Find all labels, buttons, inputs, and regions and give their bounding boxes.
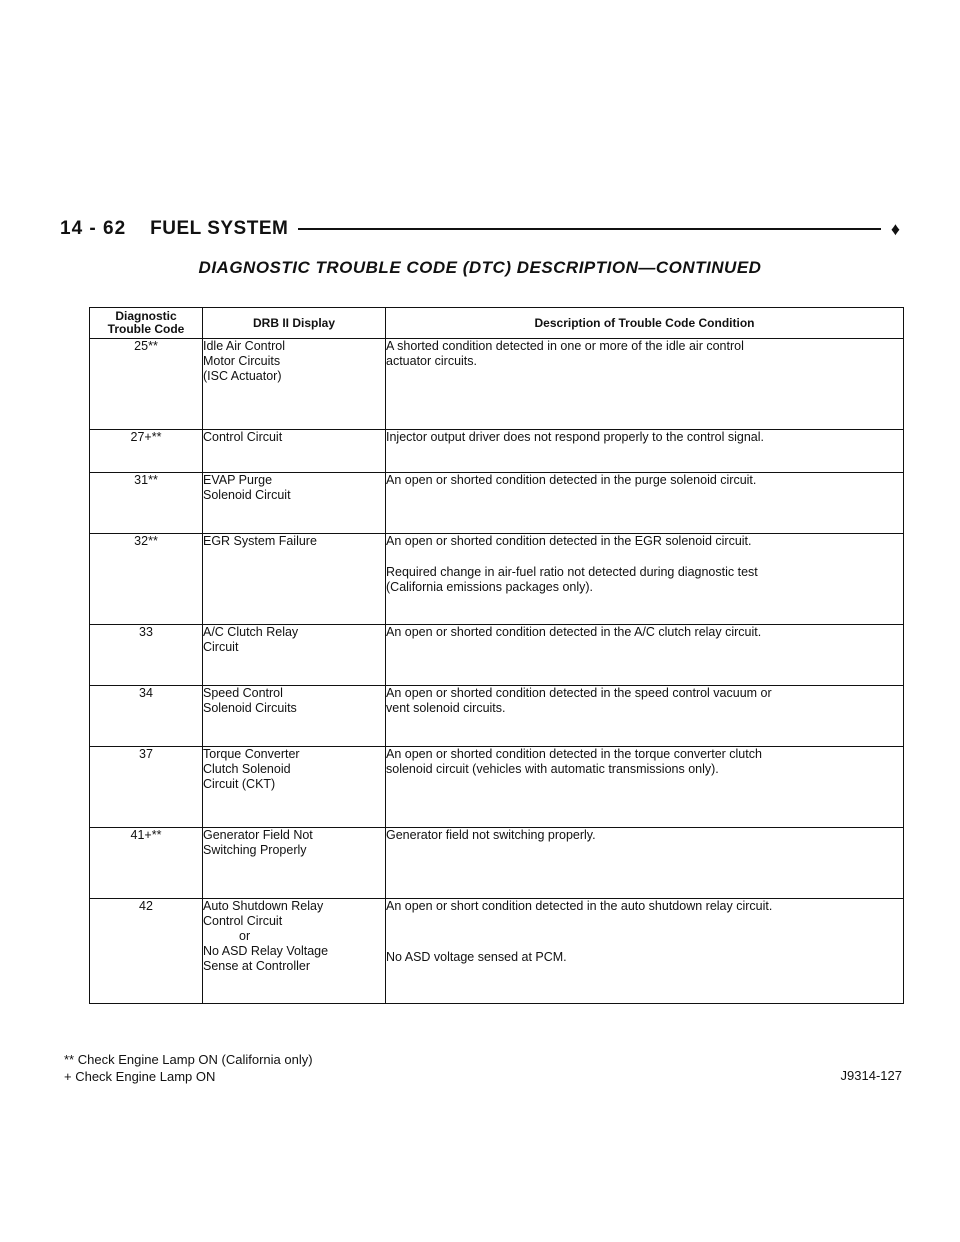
- dtc-table: [89, 307, 904, 1004]
- header-description: Description of Trouble Code Condition: [386, 308, 904, 339]
- drb-display: A/C Clutch Relay Circuit: [203, 625, 386, 686]
- table-row: [90, 473, 904, 534]
- table-header-row: [90, 308, 904, 339]
- dtc-code: 25**: [90, 339, 203, 430]
- description: Injector output driver does not respond properly to the control signal.: [386, 430, 904, 473]
- dtc-code: 33: [90, 625, 203, 686]
- table-title: DIAGNOSTIC TROUBLE CODE (DTC) DESCRIPTION—CONTINUED: [198, 258, 762, 277]
- table-row: [90, 828, 904, 899]
- footnotes: [64, 1051, 564, 1085]
- drb-display: Idle Air Control Motor Circuits (ISC Actuator): [203, 339, 386, 430]
- dtc-code: 41+**: [90, 828, 203, 899]
- diamond-icon: ♦: [890, 219, 900, 239]
- dtc-code: 32**: [90, 534, 203, 625]
- drb-display: EVAP Purge Solenoid Circuit: [203, 473, 386, 534]
- drb-display: Speed Control Solenoid Circuits: [203, 686, 386, 747]
- description: An open or shorted condition detected in the torque converter clutch solenoid circuit (vehicles with automatic transmissions only).: [386, 747, 904, 828]
- description: An open or shorted condition detected in the A/C clutch relay circuit.: [386, 625, 904, 686]
- page-number: 14 - 62: [60, 218, 127, 239]
- dtc-code: 27+**: [90, 430, 203, 473]
- table-row: [90, 899, 904, 1004]
- dtc-code: 37: [90, 747, 203, 828]
- description: An open or shorted condition detected in the speed control vacuum or vent solenoid circuits.: [386, 686, 904, 747]
- footnote: + Check Engine Lamp ON: [64, 1069, 216, 1084]
- section-title: FUEL SYSTEM: [150, 218, 289, 239]
- table-row: [90, 625, 904, 686]
- dtc-code: 34: [90, 686, 203, 747]
- dtc-code: 42: [90, 899, 203, 1004]
- table-row: [90, 747, 904, 828]
- footnote: ** Check Engine Lamp ON (California only): [64, 1052, 313, 1067]
- drb-display: Torque Converter Clutch Solenoid Circuit (CKT): [203, 747, 386, 828]
- table-row: [90, 534, 904, 625]
- drb-display: EGR System Failure: [203, 534, 386, 625]
- drb-display: Auto Shutdown Relay Control Circuit or No ASD Relay Voltage Sense at Controller: [203, 899, 386, 1004]
- header-rule: [298, 228, 880, 230]
- header-code: Diagnostic Trouble Code: [90, 308, 203, 339]
- header-drb-display: DRB II Display: [203, 308, 386, 339]
- table-row: [90, 686, 904, 747]
- figure-id: J9314-127: [840, 1068, 902, 1083]
- table-row: [90, 430, 904, 473]
- description: An open or short condition detected in the auto shutdown relay circuit. No ASD voltage sensed at PCM.: [386, 899, 904, 1004]
- drb-display: Generator Field Not Switching Properly: [203, 828, 386, 899]
- description: An open or shorted condition detected in the purge solenoid circuit.: [386, 473, 904, 534]
- description: A shorted condition detected in one or more of the idle air control actuator circuits.: [386, 339, 904, 430]
- description: An open or shorted condition detected in the EGR solenoid circuit. Required change in air-fuel ratio not detected during diagnostic test (California emissions packages only).: [386, 534, 904, 625]
- dtc-code: 31**: [90, 473, 203, 534]
- page-header: [60, 214, 900, 244]
- drb-display: Control Circuit: [203, 430, 386, 473]
- table-row: [90, 339, 904, 430]
- description: Generator field not switching properly.: [386, 828, 904, 899]
